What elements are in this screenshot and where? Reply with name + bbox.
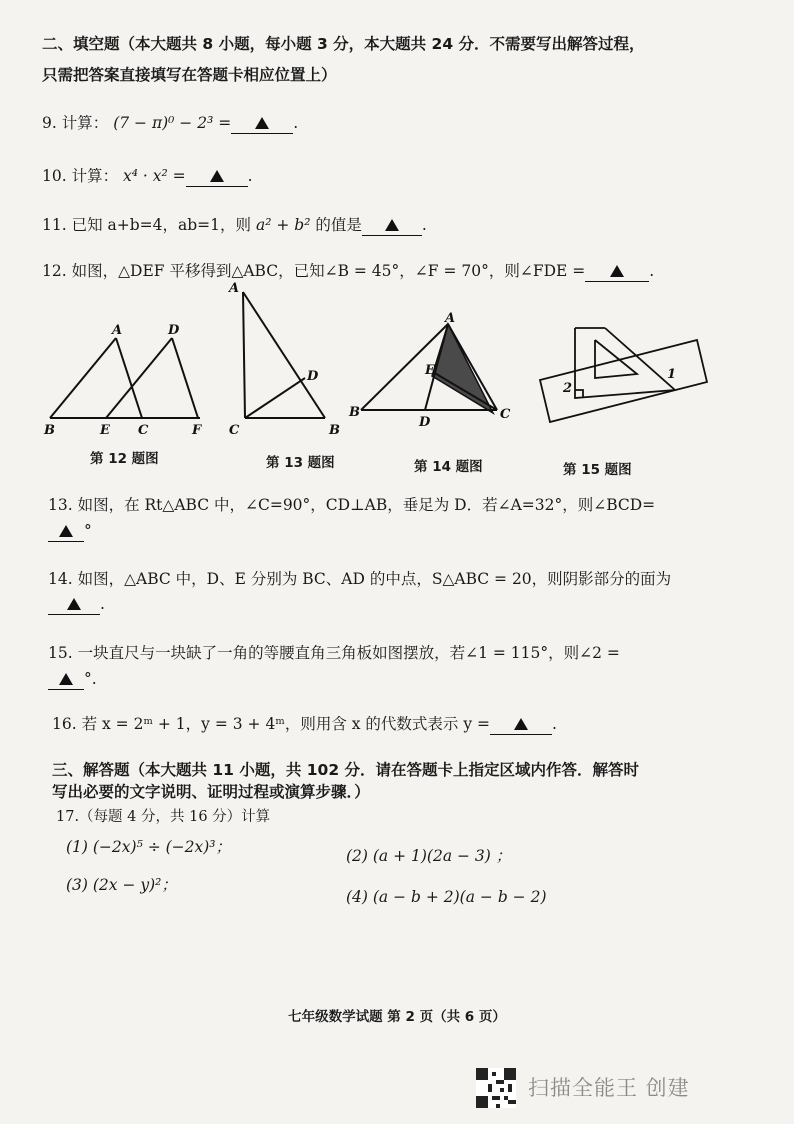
question-17-part-2: (2) (a + 1)(2a − 3) ；: [346, 847, 512, 865]
question-16: [52, 715, 557, 735]
answer-blank-10[interactable]: [186, 167, 248, 187]
q15-end: °.: [84, 670, 97, 688]
section2-title-line2: 只需把答案直接填写在答题卡相应位置上）: [42, 66, 337, 84]
answer-blank-15[interactable]: [48, 670, 84, 690]
q11-pre: 已知 a+b=4，ab=1，则: [71, 216, 252, 234]
question-17-part-4: (4) (a − b + 2)(a − b − 2): [346, 888, 547, 906]
figure-14: [345, 308, 525, 438]
fig13-label-d: D: [307, 369, 319, 384]
question-17-part-1: (1) (−2x)⁵ ÷ (−2x)³；: [66, 838, 232, 856]
q11-post: 的值是: [315, 216, 362, 234]
fig15-set-square: [575, 328, 675, 398]
fig13-label-a: A: [229, 281, 240, 296]
answer-blank-16[interactable]: [490, 715, 552, 735]
figure-13: [225, 278, 350, 440]
q9-end: .: [293, 114, 299, 132]
fig15-label-1: 1: [667, 367, 677, 382]
triangle-icon: [610, 265, 624, 277]
fig14-label-a: A: [445, 311, 456, 326]
q9-expr: (7 − π)⁰ − 2³ =: [113, 114, 232, 132]
q16-text: 16. 若 x = 2ᵐ + 1，y = 3 + 4ᵐ，则用含 x 的代数式表示 y =: [52, 715, 491, 733]
q10-num: 10.: [42, 167, 67, 185]
fig12-label-e: E: [100, 423, 110, 438]
triangle-icon: [210, 170, 224, 182]
fig12-label-a: A: [112, 323, 123, 338]
triangle-icon: [59, 525, 73, 537]
triangle-icon: [255, 117, 269, 129]
triangle-icon: [514, 718, 528, 730]
fig14-shaded-region: [432, 324, 493, 413]
fig12-label-d: D: [168, 323, 180, 338]
fig13-label-c: C: [229, 423, 240, 438]
q9-prefix: 计算：: [61, 114, 109, 132]
fig12-label-b: B: [44, 423, 55, 438]
question-15: 15. 一块直尺与一块缺了一角的等腰直角三角板如图摆放，若∠1 = 115°，则∠2 =: [48, 644, 620, 662]
question-13-answer-line: [48, 522, 92, 542]
section2-title-line1: 二、填空题（本大题共 8 小题，每小题 3 分，本大题共 24 分．不需要写出解答过程，: [42, 35, 645, 53]
q12-end: .: [649, 262, 655, 280]
triangle-icon: [385, 219, 399, 231]
q13-end: °: [84, 522, 92, 540]
question-17-head: 17.（每题 4 分，共 16 分）计算: [56, 809, 271, 825]
q11-expr: a² + b²: [255, 216, 311, 234]
caption-fig12: 第 12 题图: [90, 451, 159, 467]
fig14-label-e: E: [425, 363, 435, 378]
question-17-part-3: (3) (2x − y)²；: [66, 876, 177, 894]
fig14-label-b: B: [349, 405, 360, 420]
q12-num: 12.: [42, 262, 67, 280]
fig14-label-d: D: [419, 415, 431, 430]
caption-fig15: 第 15 题图: [563, 462, 632, 478]
q11-num: 11.: [42, 216, 67, 234]
fig14-label-c: C: [500, 407, 511, 422]
q11-end: .: [421, 216, 427, 234]
fig12-label-c: C: [138, 423, 149, 438]
scanner-watermark: 扫描全能王 创建: [528, 1076, 690, 1100]
answer-blank-12[interactable]: [585, 262, 649, 282]
question-13: 13. 如图，在 Rt△ABC 中，∠C=90°，CD⊥AB，垂足为 D．若∠A=32°，则∠BCD=: [48, 496, 656, 514]
triangle-icon: [67, 598, 81, 610]
answer-blank-14[interactable]: [48, 595, 100, 615]
fig12-label-f: F: [192, 423, 202, 438]
page-footer: 七年级数学试题 第 2 页（共 6 页）: [288, 1009, 506, 1025]
question-11: [42, 216, 427, 236]
section3-title-line1: 三、解答题（本大题共 11 小题，共 102 分．请在答题卡上指定区域内作答．解答时: [52, 761, 640, 779]
question-15-answer-line: [48, 670, 97, 690]
figure-12: [40, 318, 210, 438]
q10-prefix: 计算：: [71, 167, 119, 185]
question-10: [42, 167, 253, 187]
caption-fig13: 第 13 题图: [266, 455, 335, 471]
fig15-label-2: 2: [563, 381, 573, 396]
question-14: 14. 如图，△ABC 中，D、E 分别为 BC、AD 的中点，S△ABC = 20，则阴影部分的面为: [48, 570, 672, 588]
q14-end: .: [100, 595, 105, 613]
figure-15: [535, 318, 715, 428]
q9-num: 9.: [42, 114, 57, 132]
section3-title-line2: 写出必要的文字说明、证明过程或演算步骤．）: [52, 783, 370, 801]
answer-blank-13[interactable]: [48, 522, 84, 542]
qr-code-icon: [476, 1068, 516, 1108]
q10-expr: x⁴ · x² =: [123, 167, 186, 185]
q16-end: .: [552, 715, 557, 733]
question-14-answer-line: [48, 595, 105, 615]
caption-fig14: 第 14 题图: [414, 459, 483, 475]
q12-text: 如图，△DEF 平移得到△ABC，已知∠B = 45°，∠F = 70°，则∠FDE =: [71, 262, 586, 280]
answer-blank-9[interactable]: [231, 114, 293, 134]
answer-blank-11[interactable]: [362, 216, 422, 236]
q10-end: .: [247, 167, 253, 185]
triangle-icon: [59, 673, 73, 685]
question-9: [42, 114, 298, 134]
fig13-label-b: B: [329, 423, 340, 438]
